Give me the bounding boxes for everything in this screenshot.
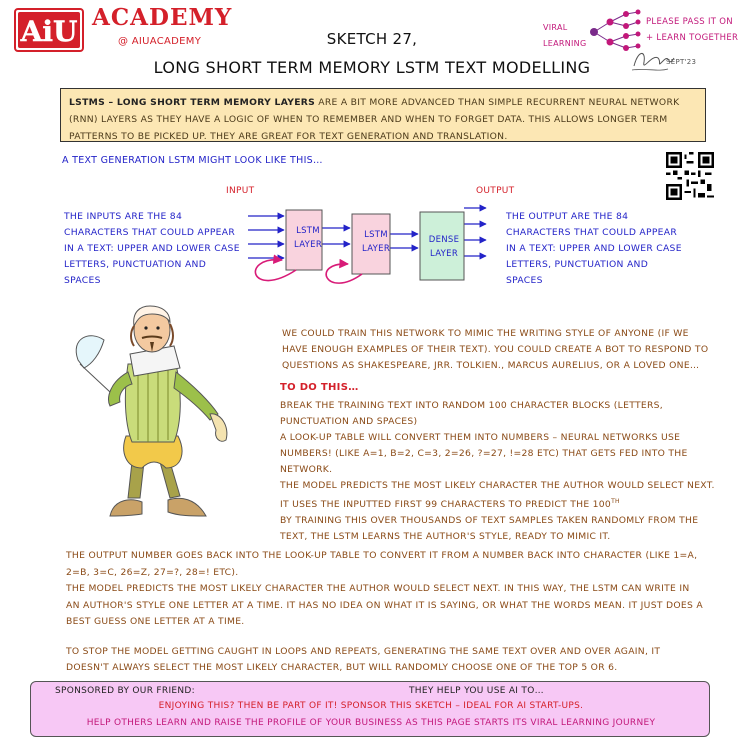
input-label: INPUT [226, 186, 255, 196]
pass-line2: + LEARN TOGETHER [646, 33, 739, 43]
inputs-description: THE INPUTS ARE THE 84 CHARACTERS THAT COULD APPEAR IN A TEXT: UPPER AND LOWER CASE LETTERS, PUNCTUATION AND SPACES [64, 211, 240, 286]
signature-date: SEPT'23 [666, 58, 697, 66]
diagram-intro: A TEXT GENERATION LSTM MIGHT LOOK LIKE THIS… [62, 155, 323, 166]
lstm-layer-1-label: LSTM LAYER [293, 226, 323, 250]
todo-steps [280, 398, 720, 545]
todo-heading: TO DO THIS… [280, 382, 359, 393]
lower-paragraph-3: TO STOP THE MODEL GETTING CAUGHT IN LOOPS AND REPEATS, GENERATING THE SAME TEXT OVER AND OVER AGAIN, IT DOESN'T ALWAYS SELECT THE MOST LIKELY CHARACTER, BUT WILL RANDOMLY CHOOSE ONE OF THE TOP 5 OR 6. [66, 645, 661, 673]
logo-text: AiU [20, 15, 78, 48]
step-4 [280, 494, 720, 513]
sponsor-helper-label: THEY HELP YOU USE AI TO… [409, 686, 544, 696]
step-5: BY TRAINING THIS OVER THOUSANDS OF TEXT SAMPLES TAKEN RANDOMLY FROM THE TEXT, THE LSTM LEARNS THE AUTHOR'S STYLE, READY TO MIMIC IT. [280, 515, 699, 543]
intro-body: ARE A BIT MORE ADVANCED THAN SIMPLE RECURRENT NEURAL NETWORK (RNN) LAYERS AS THEY HAVE A LOGIC OF WHEN TO REMEMBER AND WHEN TO FORGET DATA. THIS ALLOWS LONGER TERM PATTERNS TO BE PICKED UP. THEY ARE GREAT FOR TEXT GENERATION AND TRANSLATION. [69, 97, 680, 142]
lower-paragraph-2: THE MODEL PREDICTS THE MOST LIKELY CHARACTER THE AUTHOR WOULD SELECT NEXT. IN THIS WAY, THE LSTM CAN WRITE IN AN AUTHOR'S STYLE ONE LETTER AT A TIME. IT HAS NO IDEA ON WHAT IT IS SAYING, OR WHAT THE WORDS MEAN. IT JUST DOES A BEST GUESS ONE LETTER AT A TIME. [66, 583, 703, 627]
shakespeare-illustration [70, 302, 250, 530]
output-label: OUTPUT [476, 186, 515, 196]
outputs-description: THE OUTPUT ARE THE 84 CHARACTERS THAT COULD APPEAR IN A TEXT: UPPER AND LOWER CASE LETTERS, PUNCTUATION AND SPACES [506, 211, 682, 286]
step-2: A LOOK-UP TABLE WILL CONVERT THEM INTO NUMBERS – NEURAL NETWORKS USE NUMBERS! (LIKE A=1, B=2, C=3, 2=26, ?=27, !=28 ETC) THAT GETS FED INTO THE NETWORK. [280, 432, 688, 475]
qr-code[interactable] [666, 152, 714, 200]
lstm-layer-2-label: LSTM LAYER [361, 230, 391, 254]
lower-explanation [66, 548, 706, 690]
sketch-number: SKETCH 27, [326, 30, 418, 48]
step-4-superscript: TH [611, 498, 620, 505]
intro-lead: LSTMS – LONG SHORT TERM MEMORY LAYERS [69, 97, 316, 108]
pass-it-on-label [646, 14, 738, 46]
dense-layer-label: DENSE LAYER [428, 235, 460, 259]
viral-line2: LEARNING [543, 39, 587, 48]
viral-learning-label [543, 20, 586, 52]
pass-line1: PLEASE PASS IT ON [646, 17, 733, 27]
brand-name: ACADEMY [92, 4, 233, 31]
social-handle[interactable]: @ AIUACADEMY [118, 36, 202, 47]
intro-box [60, 88, 706, 142]
step-4-text: IT USES THE INPUTTED FIRST 99 CHARACTERS TO PREDICT THE 100 [280, 499, 612, 511]
sponsor-call-to-action[interactable]: ENJOYING THIS? THEN BE PART OF IT! SPONSOR THIS SKETCH – IDEAL FOR AI START-UPS. [158, 701, 584, 711]
sponsor-label: SPONSORED BY OUR FRIEND: [55, 686, 195, 696]
page-title: LONG SHORT TERM MEMORY LSTM TEXT MODELLING [153, 58, 591, 77]
step-3: THE MODEL PREDICTS THE MOST LIKELY CHARACTER THE AUTHOR WOULD SELECT NEXT. [280, 480, 715, 491]
viral-line1: VIRAL [543, 23, 568, 32]
lower-paragraph-1: THE OUTPUT NUMBER GOES BACK INTO THE LOOK-UP TABLE TO CONVERT IT FROM A NUMBER BACK INTO CHARACTER (LIKE 1=A, 2=B, 3=C, 26=Z, 27=?, 28=! ETC). [66, 550, 698, 578]
step-1: BREAK THE TRAINING TEXT INTO RANDOM 100 CHARACTER BLOCKS (LETTERS, PUNCTUATION AND SPACES) [280, 400, 663, 427]
training-explanation: WE COULD TRAIN THIS NETWORK TO MIMIC THE WRITING STYLE OF ANYONE (IF WE HAVE ENOUGH EXAMPLES OF THEIR TEXT). YOU COULD CREATE A BOT TO RESPOND TO QUESTIONS AS SHAKESPEARE, JRR. TOLKIEN., MARCUS AURELIUS, OR A LOVED ONE… [282, 328, 709, 371]
sponsor-pitch: HELP OTHERS LEARN AND RAISE THE PROFILE OF YOUR BUSINESS AS THIS PAGE STARTS ITS VIRAL LEARNING JOURNEY [86, 718, 656, 728]
sponsor-banner[interactable] [30, 681, 710, 737]
